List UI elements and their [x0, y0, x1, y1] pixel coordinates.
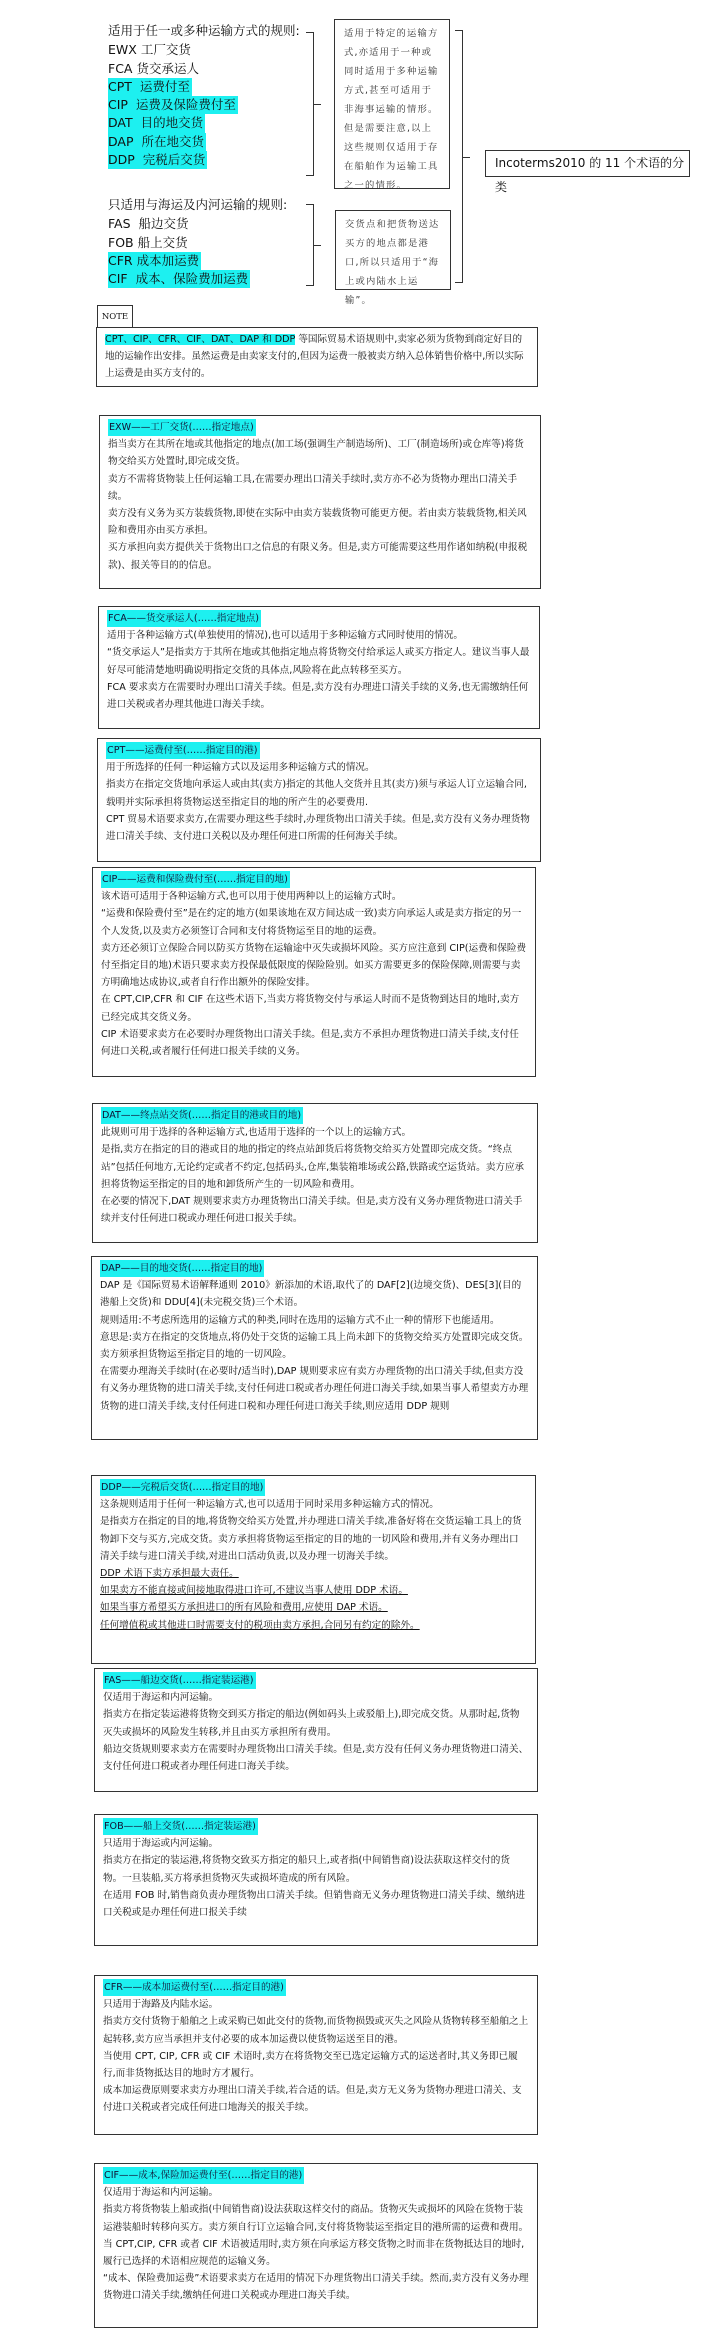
sea-explanation: 交货点和把货物送达买方的地点都是港口,所以只适用于“海上或内陆水上运输”。	[335, 210, 451, 290]
paragraph: 意思是:卖方在指定的交货地点,将仍处于交货的运输工具上尚未卸下的货物交给买方处置即完成交货。卖方须承担货物运至指定目的地的一切风险。	[100, 1331, 529, 1361]
term-cpt: CPT 运费付至	[108, 78, 192, 96]
note-box	[96, 327, 538, 387]
paragraph: 在必要的情况下,DAT 规则要求卖方办理货物出口清关手续。但是,卖方没有义务办理货物进口清关手续并支付任何进口税或办理任何进口报关手续。	[101, 1196, 523, 1225]
paragraph: DDP 术语下卖方承担最大责任。	[100, 1568, 239, 1580]
paragraph: 规则适用:不考虑所选用的运输方式的种类,同时在选用的运输方式不止一种的情形下也能适用。	[100, 1314, 500, 1326]
paragraph: 指当卖方在其所在地或其他指定的地点(加工场(强调生产制造场所)、工厂(制造场所)或仓库等)将货物交给买方处置时,即完成交货。	[108, 439, 524, 468]
term-dap: DAP 所在地交货	[108, 133, 206, 151]
paragraph: 买方承担向卖方提供关于货物出口之信息的有限义务。但是,卖方可能需要这些用作诸如纳税(申报税款)、报关等目的的信息。	[108, 542, 528, 571]
sea-rules-group	[108, 196, 287, 288]
term-title: DAP——目的地交货(……指定目的地)	[100, 1260, 264, 1277]
term-fca: FCA 货交承运人	[108, 60, 199, 76]
paragraph: 任何增值税或其他进口时需要支付的税项由卖方承担,合同另有约定的除外。	[100, 1619, 420, 1631]
term-title: EXW——工厂交货(……指定地点)	[108, 419, 256, 436]
paragraph: 指卖方在指定的装运港,将货物交致买方指定的船只上,或者指(中间销售商)设法获取这样交付的货物。一旦装船,买方将承担货物灭失或损坏造成的所有风险。	[103, 1855, 510, 1884]
term-title: CFR——成本加运费付至(……指定目的港)	[103, 1979, 286, 1996]
term-title: CIP——运费和保险费付至(……指定目的地)	[101, 871, 290, 888]
paragraph: 只适用于海运或内河运输。	[103, 1838, 219, 1850]
paragraph: CPT 贸易术语要求卖方,在需要办理这些手续时,办理货物出口清关手续。但是,卖方没有义务办理货物进口清关手续、支付进口关税以及办理任何进口所需的任何海关手续。	[106, 813, 530, 843]
paragraph: “成本、保险费加运费”术语要求卖方在适用的情况下办理货物出口清关手续。然而,卖方没有义务办理货物进口清关手续,缴纳任何进口关税或办理进口海关手续。	[103, 2273, 529, 2302]
term-exw: EWX 工厂交货	[108, 42, 191, 58]
paragraph: 指卖方在指定交货地向承运人或由其(卖方)指定的其他人交货并且其(卖方)须与承运人订立运输合同,载明并实际承担将货物运送至指定目的地的所产生的必要费用.	[106, 779, 527, 808]
paragraph: 成本加运费原则要求卖方办理出口清关手续,若合适的话。但是,卖方无义务为货物办理进口清关、支付进口关税或者完成任何进口地海关的报关手续。	[103, 2085, 522, 2114]
term-card-fca	[98, 606, 540, 729]
term-cfr: CFR 成本加运费	[108, 252, 201, 270]
root-brace	[455, 30, 463, 283]
term-card-cpt	[97, 738, 541, 862]
paragraph: 如果当事方希望买方承担进口的所有风险和费用,应使用 DAP 术语。	[100, 1602, 388, 1614]
paragraph: 在适用 FOB 时,销售商负责办理货物出口清关手续。但销售商无义务办理货物进口清关手续、缴纳进口关税或是办理任何进口报关手续	[103, 1889, 526, 1919]
term-dat: DAT 目的地交货	[108, 114, 205, 132]
term-card-dap	[91, 1256, 538, 1440]
term-card-fas	[94, 1668, 538, 1792]
term-title: CIF——成本,保险加运费付至(……指定目的港)	[103, 2167, 304, 2184]
paragraph: 船边交货规则要求卖方在需要时办理货物出口清关手续。但是,卖方没有任何义务办理货物进口清关、支付任何进口税或者办理任何进口海关手续。	[103, 1743, 529, 1773]
paragraph: 卖方不需将货物装上任何运输工具,在需要办理出口清关手续时,卖方亦不必为货物办理出口清关手续。	[108, 473, 518, 502]
note-tab: NOTE	[97, 305, 133, 327]
paragraph: FCA 要求卖方在需要时办理出口清关手续。但是,卖方没有办理进口清关手续的义务,也无需缴纳任何进口关税或者办理其他进口海关手续。	[107, 681, 529, 711]
root-node: Incoterms2010 的 11 个术语的分类	[485, 150, 690, 177]
brace-divider	[306, 32, 314, 176]
paragraph: 在 CPT,CIP,CFR 和 CIF 在这些术语下,当卖方将货物交付与承运人时而不是货物到达目的地时,卖方已经完成其交货义务。	[101, 994, 520, 1023]
paragraph: 卖方没有义务为买方装载货物,即使在实际中由卖方装载货物可能更方便。若由卖方装载货物,相关风险和费用亦由买方承担。	[108, 508, 527, 537]
term-title: FCA——货交承运人(……指定地点)	[107, 610, 261, 627]
paragraph: 指卖方交付货物于船舶之上或采购已如此交付的货物,而货物损毁或灭失之风险从货物转移至船舶之上起转移,卖方应当承担并支付必要的成本加运费以使货物运送至目的港。	[103, 2016, 529, 2045]
paragraph: 此规则可用于选择的各种运输方式,也适用于选择的一个以上的运输方式。	[101, 1127, 412, 1139]
paragraph: 这条规则适用于任何一种运输方式,也可以适用于同时采用多种运输方式的情况。	[100, 1499, 439, 1511]
term-card-cfr	[94, 1975, 538, 2135]
paragraph: “运费和保险费付至”是在约定的地方(如果该地在双方间达成一致)卖方向承运人或是卖方指定的另一个人发货,以及卖方必须签订合同和支付将货物运至目的地的运费。	[101, 908, 522, 937]
term-card-exw	[99, 415, 541, 589]
paragraph: 卖方还必须订立保险合同以防买方货物在运输途中灭失或损坏风险。买方应注意到 CIP(运费和保险费付至指定目的地)术语只要求卖方投保最低限度的保险险别。如买方需要更多的保险保障,则需要与卖方明确地达成协议,或者自行作出额外的保险安排。	[101, 942, 527, 989]
paragraph: 仅适用于海运和内河运输。	[103, 1692, 219, 1704]
term-cip: CIP 运费及保险费付至	[108, 96, 238, 114]
term-fas: FAS 船边交货	[108, 216, 189, 232]
term-title: DDP——完税后交货(……指定目的地)	[100, 1479, 265, 1496]
paragraph: 该术语可适用于各种运输方式,也可以用于使用两种以上的运输方式时。	[101, 891, 402, 903]
group-heading: 适用于任一或多种运输方式的规则:	[108, 23, 300, 38]
term-card-cif	[94, 2163, 538, 2328]
term-title: CPT——运费付至(……指定目的港)	[106, 742, 260, 759]
note-highlight-terms: CPT、CIP、CFR、CIF、DAT、DAP 和 DDP	[105, 334, 296, 345]
paragraph: 如果卖方不能直接或间接地取得进口许可,不建议当事人使用 DDP 术语。	[100, 1585, 408, 1597]
term-card-cip	[92, 867, 536, 1077]
term-title: FAS——船边交货(……指定装运港)	[103, 1672, 256, 1689]
paragraph: 是指,卖方在指定的目的港或目的地的指定的终点站卸货后将货物交给买方处置即完成交货。“终点站”包括任何地方,无论约定或者不约定,包括码头,仓库,集装箱堆场或公路,铁路或空运货站。卖方应承担将货物运至指定的目的地和卸货所产生的一切风险和费用。	[101, 1144, 525, 1190]
multimodal-explanation: 适用于特定的运输方式,亦适用于一种或同时适用于多种运输方式,甚至可适用于非海事运输的情形。但是需要注意,以上这些规则仅适用于存在船舶作为运输工具之一的情形。	[334, 19, 450, 189]
group-heading: 只适用与海运及内河运输的规则:	[108, 197, 288, 212]
term-ddp: DDP 完税后交货	[108, 151, 207, 169]
paragraph: DAP 是《国际贸易术语解释通则 2010》新添加的术语,取代了的 DAF[2](边境交货)、DES[3](目的港船上交货)和 DDU[4](未完税交货)三个术语。	[100, 1280, 522, 1309]
term-title: DAT——终点站交货(……指定目的港或目的地)	[101, 1107, 303, 1124]
term-card-fob	[94, 1814, 538, 1946]
paragraph: 在需要办理海关手续时(在必要时/适当时),DAP 规则要求应有卖方办理货物的出口清关手续,但卖方没有义务办理货物的进口清关手续,支付任何进口税或者办理任何进口海关手续,如果当事人希望卖方办理货物的进口清关手续,支付任何进口税和办理任何进口海关手续,则应适用 DDP 规则	[100, 1366, 529, 1412]
paragraph: 指卖方在指定装运港将货物交到买方指定的船边(例如码头上或驳船上),即完成交货。从那时起,货物灭失或损坏的风险发生转移,并且由买方承担所有费用。	[103, 1709, 520, 1738]
paragraph: 当使用 CPT, CIP, CFR 或 CIF 术语时,卖方在将货物交至已选定运输方式的运送者时,其义务即已履行,而非货物抵达目的地时方才履行。	[103, 2050, 518, 2080]
paragraph: CIP 术语要求卖方在必要时办理货物出口清关手续。但是,卖方不承担办理货物进口清关手续,支付任何进口关税,或者履行任何进口报关手续的义务。	[101, 1028, 519, 1058]
term-cif: CIF 成本、保险费加运费	[108, 270, 250, 288]
paragraph: 指卖方将货物装上船或指(中间销售商)设法获取这样交付的商品。货物灭失或损坏的风险在货物于装运港装船时转移向买方。卖方须自行订立运输合同,支付将货物装运至指定目的港所需的运费和费用。	[103, 2204, 529, 2233]
paragraph: 适用于各种运输方式(单独使用的情况),也可以适用于多种运输方式同时使用的情况。	[107, 630, 463, 642]
paragraph: “货交承运人”是指卖方于其所在地或其他指定地点将货物交付给承运人或买方指定人。建议当事人最好尽可能清楚地明确说明指定交货的具体点,风险将在此点转移至买方。	[107, 647, 530, 676]
paragraph: 仅适用于海运和内河运输。	[103, 2187, 219, 2199]
term-fob: FOB 船上交货	[108, 234, 188, 250]
multimodal-rules-group	[108, 22, 300, 169]
note-text: 等国际贸易术语规则中,卖家必须为货物到商定好目的地的运输作出安排。虽然运费是由卖家支付的,但因为运费一般被卖方纳入总体销售价格中,所以实际上运费是由买方支付的。	[105, 334, 524, 380]
term-card-ddp	[91, 1475, 536, 1664]
paragraph: 是指卖方在指定的目的地,将货物交给买方处置,并办理进口清关手续,准备好将在交货运输工具上的货物卸下交与买方,完成交货。卖方承担将货物运至指定的目的地的一切风险和费用,并有义务办理出口清关手续与进口清关手续,对进出口活动负责,以及办理一切海关手续。	[100, 1516, 522, 1562]
paragraph: 用于所选择的任何一种运输方式以及运用多种运输方式的情况。	[106, 762, 375, 774]
paragraph: 只适用于海路及内陆水运。	[103, 1999, 219, 2011]
paragraph: 当 CPT,CIP, CFR 或者 CIF 术语被适用时,卖方须在向承运方移交货物之时而非在货物抵达目的地时,履行已选择的术语相应规范的运输义务。	[103, 2238, 525, 2268]
brace-divider	[306, 204, 314, 286]
term-title: FOB——船上交货(……指定装运港)	[103, 1818, 258, 1835]
term-card-dat	[92, 1103, 538, 1243]
